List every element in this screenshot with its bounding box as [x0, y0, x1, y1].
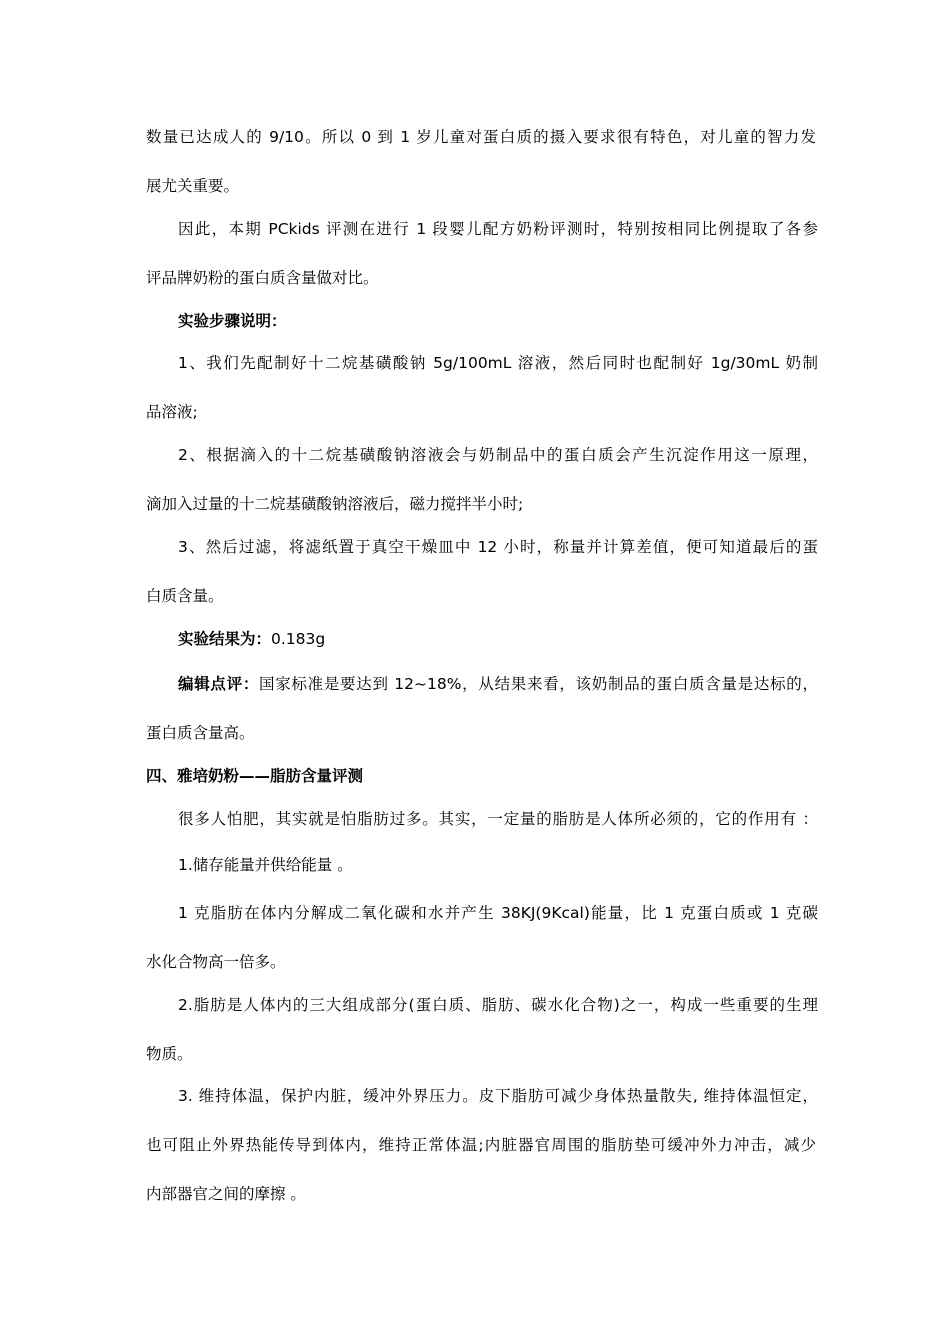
fat-point-3-line-3: 内部器官之间的摩擦 。 — [146, 1185, 306, 1203]
step-2-line-1: 2、根据滴入的十二烷基磺酸钠溶液会与奶制品中的蛋白质会产生沉淀作用这一原理， — [178, 446, 818, 464]
comment-text: 国家标准是要达到 12~18%，从结果来看，该奶制品的蛋白质含量是达标的， — [259, 675, 818, 693]
result-line — [178, 629, 818, 649]
step-3-line-1: 3、然后过滤，将滤纸置于真空干燥皿中 12 小时，称量并计算差值，便可知道最后的蛋 — [178, 538, 818, 556]
fat-point-1-title: 1.储存能量并供给能量 。 — [178, 856, 353, 874]
section-4-heading: 四、雅培奶粉——脂肪含量评测 — [146, 767, 364, 785]
step-2-line-2: 滴加入过量的十二烷基磺酸钠溶液后，磁力搅拌半小时; — [146, 495, 524, 513]
fat-point-3-line-1: 3. 维持体温，保护内脏，缓冲外界压力。皮下脂肪可减少身体热量散失, 维持体温恒定， — [178, 1087, 818, 1105]
paragraph-1-line-2: 展尤关重要。 — [146, 177, 240, 195]
paragraph-2-line-2: 评品牌奶粉的蛋白质含量做对比。 — [146, 269, 379, 287]
fat-point-2-line-1: 2.脂肪是人体内的三大组成部分(蛋白质、脂肪、碳水化合物)之一，构成一些重要的生理 — [178, 996, 818, 1014]
result-label: 实验结果为： — [178, 630, 272, 648]
steps-heading: 实验步骤说明： — [178, 312, 287, 330]
step-3-line-2: 白质含量。 — [146, 587, 224, 605]
result-value: 0.183g — [271, 630, 326, 648]
step-1-line-1: 1、我们先配制好十二烷基磺酸钠 5g/100mL 溶液，然后同时也配制好 1g/30mL 奶制 — [178, 354, 818, 372]
comment-label: 编辑点评： — [178, 675, 260, 693]
fat-point-1-line-1: 1 克脂肪在体内分解成二氧化碳和水并产生 38KJ(9Kcal)能量，比 1 克蛋白质或 1 克碳 — [178, 904, 818, 922]
comment-line-2: 蛋白质含量高。 — [146, 724, 255, 742]
fat-point-2-line-2: 物质。 — [146, 1045, 193, 1063]
step-1-line-2: 品溶液; — [146, 403, 198, 421]
fat-intro: 很多人怕肥，其实就是怕脂肪过多。其实，一定量的脂肪是人体所必须的，它的作用有 ： — [178, 810, 818, 828]
fat-point-3-line-2: 也可阻止外界热能传导到体内，维持正常体温;内脏器官周围的脂肪垫可缓冲外力冲击，减少 — [146, 1136, 816, 1154]
fat-point-1-line-2: 水化合物高一倍多。 — [146, 953, 286, 971]
paragraph-2-line-1: 因此，本期 PCkids 评测在进行 1 段婴儿配方奶粉评测时，特别按相同比例提取了各参 — [178, 220, 818, 238]
comment-line-1 — [178, 674, 818, 694]
paragraph-1-line-1: 数量已达成人的 9/10。所以 0 到 1 岁儿童对蛋白质的摄入要求很有特色，对儿童的智力发 — [146, 128, 816, 146]
